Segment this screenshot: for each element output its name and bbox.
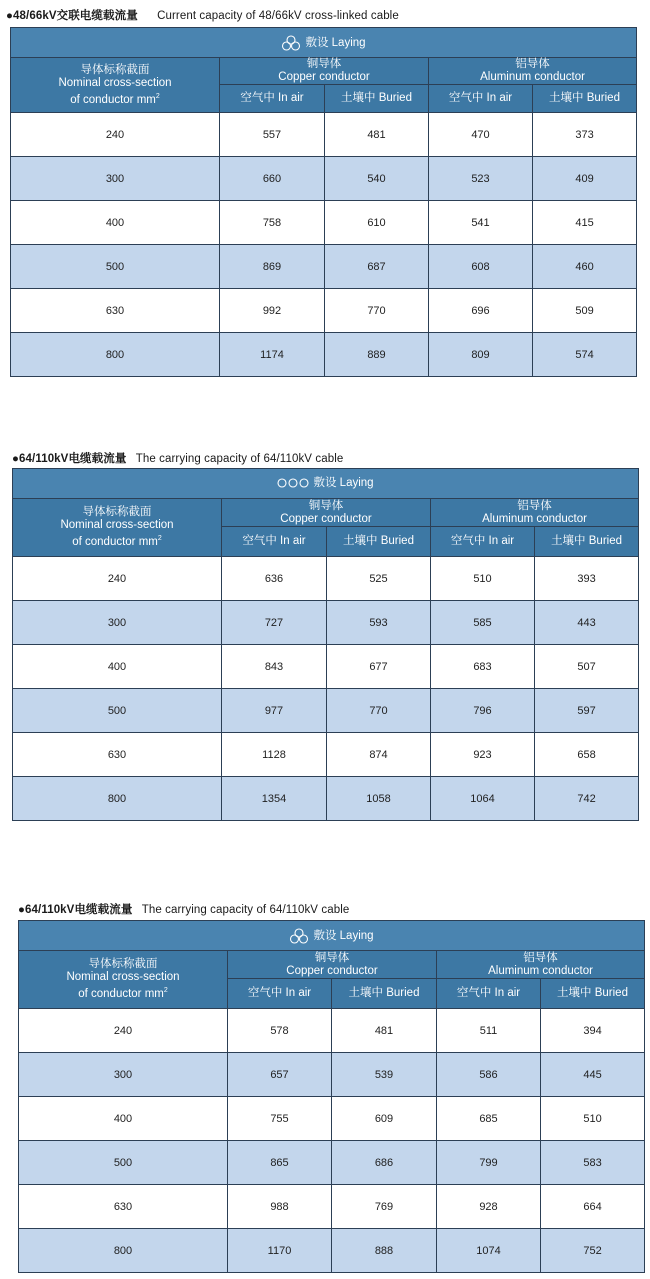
laying-label: 敷设 Laying [313, 477, 374, 490]
aluminum-buried-cell: 583 [541, 1141, 645, 1185]
table-row [19, 1097, 645, 1141]
cross-section-header-en2: of conductor $mm^2$ [78, 987, 168, 1000]
laying-label: 敷设 Laying [305, 36, 366, 49]
table-1-caption [6, 7, 399, 23]
copper-air-cell: 865 [228, 1141, 332, 1185]
aluminum-air-cell: 796 [431, 689, 535, 733]
flat-formation-icon [277, 477, 309, 489]
cross-section-header-en1: Nominal cross-section [58, 76, 172, 89]
table-row [11, 333, 637, 377]
copper-air-cell: 660 [220, 157, 325, 201]
copper-buried-cell: 686 [332, 1141, 437, 1185]
cross-section-header [11, 58, 220, 113]
copper-air-cell: 758 [220, 201, 325, 245]
aluminum-buried-cell: 394 [541, 1009, 645, 1053]
copper-buried-cell: 610 [325, 201, 429, 245]
aluminum-buried-cell: 597 [535, 689, 639, 733]
aluminum-air-cell: 608 [429, 245, 533, 289]
copper-air-cell: 992 [220, 289, 325, 333]
cross-section-cell: 240 [13, 557, 222, 601]
table-3-caption-en: The carrying capacity of 64/110kV cable [141, 904, 350, 916]
copper-air-cell: 1170 [228, 1229, 332, 1273]
cross-section-cell: 630 [11, 289, 220, 333]
cross-section-header-cn: 导体标称截面 [82, 506, 152, 519]
table-3 [18, 920, 645, 1273]
copper-header-cn: 铜导体 [306, 58, 342, 70]
cross-section-cell: 630 [13, 733, 222, 777]
copper-air-cell: 727 [222, 601, 327, 645]
table-row [13, 557, 639, 601]
aluminum-buried-cell: 658 [535, 733, 639, 777]
aluminum-header-cn: 铝导体 [517, 499, 552, 512]
copper-buried-cell: 609 [332, 1097, 437, 1141]
table-row [13, 777, 639, 821]
cross-section-cell: 240 [19, 1009, 228, 1053]
aluminum-header-en: Aluminum conductor [482, 512, 587, 525]
table-row [13, 689, 639, 733]
table-row [11, 245, 637, 289]
aluminum-buried-cell: 664 [541, 1185, 645, 1229]
copper-air-cell: 755 [228, 1097, 332, 1141]
aluminum-buried-cell: 742 [535, 777, 639, 821]
copper-air-cell: 578 [228, 1009, 332, 1053]
aluminum-air-cell: 523 [429, 157, 533, 201]
aluminum-air-cell: 541 [429, 201, 533, 245]
table-row [19, 1053, 645, 1097]
copper-air-cell: 988 [228, 1185, 332, 1229]
laying-header [11, 28, 637, 58]
copper-air-cell: 636 [222, 557, 327, 601]
laying-label: 敷设 Laying [313, 929, 374, 942]
copper-buried-cell: 687 [325, 245, 429, 289]
copper-air-cell: 869 [220, 245, 325, 289]
copper-air-cell: 1174 [220, 333, 325, 377]
aluminum-buried-cell: 409 [533, 157, 637, 201]
table-2-caption-cn: ●64/110kV电缆载流量 [12, 453, 127, 465]
copper-buried-cell: 1058 [327, 777, 431, 821]
aluminum-air-cell: 799 [437, 1141, 541, 1185]
cross-section-cell: 500 [19, 1141, 228, 1185]
copper-header-cn: 铜导体 [314, 951, 350, 964]
table-row [19, 1009, 645, 1053]
cross-section-cell: 630 [19, 1185, 228, 1229]
copper-header [228, 951, 437, 979]
cross-section-cell: 500 [11, 245, 220, 289]
copper-air-cell: 843 [222, 645, 327, 689]
table-row [19, 1185, 645, 1229]
cross-section-header-cn: 导体标称截面 [88, 958, 158, 971]
cross-section-cell: 300 [19, 1053, 228, 1097]
copper-header-cn: 铜导体 [308, 499, 344, 512]
table-row [13, 733, 639, 777]
cross-section-cell: 300 [11, 157, 220, 201]
aluminum-header-en: Aluminum conductor [488, 964, 593, 977]
aluminum-buried-header: 土壤中 Buried [541, 979, 645, 1009]
table-3-caption [18, 901, 349, 917]
table-row [11, 113, 637, 157]
table-row [19, 1141, 645, 1185]
aluminum-buried-cell: 445 [541, 1053, 645, 1097]
table-2-caption [12, 450, 343, 466]
table-row [11, 157, 637, 201]
table-3-caption-cn: ●64/110kV电缆载流量 [18, 904, 133, 916]
cross-section-header-en1: Nominal cross-section [66, 971, 180, 984]
table-row [11, 289, 637, 333]
aluminum-buried-cell: 509 [533, 289, 637, 333]
copper-buried-cell: 481 [332, 1009, 437, 1053]
cross-section-header-en2: of conductor $mm^2$ [72, 535, 162, 548]
table-row [13, 601, 639, 645]
copper-air-cell: 657 [228, 1053, 332, 1097]
table-1 [10, 27, 637, 377]
copper-buried-cell: 540 [325, 157, 429, 201]
aluminum-in-air-header: 空气中 In air [437, 979, 541, 1009]
aluminum-buried-cell: 443 [535, 601, 639, 645]
aluminum-buried-cell: 507 [535, 645, 639, 689]
aluminum-air-cell: 685 [437, 1097, 541, 1141]
table-row [13, 645, 639, 689]
copper-buried-cell: 539 [332, 1053, 437, 1097]
aluminum-header [431, 499, 639, 527]
copper-buried-cell: 677 [327, 645, 431, 689]
copper-air-cell: 1128 [222, 733, 327, 777]
aluminum-air-cell: 470 [429, 113, 533, 157]
copper-buried-cell: 770 [327, 689, 431, 733]
copper-in-air-header: 空气中 In air [222, 527, 327, 557]
cross-section-cell: 400 [11, 201, 220, 245]
copper-buried-cell: 481 [325, 113, 429, 157]
cross-section-cell: 800 [19, 1229, 228, 1273]
copper-header [220, 58, 429, 85]
cross-section-cell: 400 [19, 1097, 228, 1141]
aluminum-buried-header: 土壤中 Buried [535, 527, 639, 557]
copper-buried-header: 土壤中 Buried [325, 85, 429, 113]
copper-buried-cell: 888 [332, 1229, 437, 1273]
copper-header [222, 499, 431, 527]
aluminum-in-air-header: 空气中 In air [431, 527, 535, 557]
copper-buried-cell: 770 [325, 289, 429, 333]
aluminum-header-cn: 铝导体 [515, 58, 550, 70]
trefoil-icon [289, 928, 309, 944]
cross-section-header [13, 499, 222, 557]
aluminum-air-cell: 683 [431, 645, 535, 689]
table-2-caption-en: The carrying capacity of 64/110kV cable [135, 453, 344, 465]
aluminum-header [429, 58, 637, 85]
aluminum-air-cell: 1074 [437, 1229, 541, 1273]
copper-buried-cell: 889 [325, 333, 429, 377]
copper-buried-cell: 874 [327, 733, 431, 777]
copper-buried-cell: 769 [332, 1185, 437, 1229]
aluminum-air-cell: 510 [431, 557, 535, 601]
cross-section-cell: 800 [11, 333, 220, 377]
cross-section-cell: 300 [13, 601, 222, 645]
laying-header [13, 469, 639, 499]
cross-section-cell: 400 [13, 645, 222, 689]
aluminum-buried-cell: 373 [533, 113, 637, 157]
aluminum-air-cell: 586 [437, 1053, 541, 1097]
cross-section-header-en1: Nominal cross-section [60, 519, 174, 532]
copper-in-air-header: 空气中 In air [220, 85, 325, 113]
aluminum-header-cn: 铝导体 [523, 951, 558, 964]
copper-header-en: Copper conductor [286, 964, 378, 977]
table-1-caption-en: Current capacity of 48/66kV cross-linked cable [157, 10, 399, 22]
cross-section-header [19, 951, 228, 1009]
aluminum-header-en: Aluminum conductor [480, 71, 585, 83]
copper-buried-header: 土壤中 Buried [327, 527, 431, 557]
aluminum-buried-cell: 574 [533, 333, 637, 377]
cross-section-cell: 800 [13, 777, 222, 821]
copper-buried-header: 土壤中 Buried [332, 979, 437, 1009]
copper-buried-cell: 525 [327, 557, 431, 601]
cross-section-cell: 240 [11, 113, 220, 157]
aluminum-buried-cell: 393 [535, 557, 639, 601]
table-row [11, 201, 637, 245]
table-2 [12, 468, 639, 821]
aluminum-air-cell: 809 [429, 333, 533, 377]
copper-header-en: Copper conductor [280, 512, 372, 525]
copper-air-cell: 557 [220, 113, 325, 157]
aluminum-buried-cell: 752 [541, 1229, 645, 1273]
aluminum-air-cell: 696 [429, 289, 533, 333]
aluminum-air-cell: 511 [437, 1009, 541, 1053]
laying-header [19, 921, 645, 951]
aluminum-air-cell: 923 [431, 733, 535, 777]
aluminum-air-cell: 585 [431, 601, 535, 645]
aluminum-air-cell: 928 [437, 1185, 541, 1229]
aluminum-buried-cell: 510 [541, 1097, 645, 1141]
aluminum-buried-header: 土壤中 Buried [533, 85, 637, 113]
copper-in-air-header: 空气中 In air [228, 979, 332, 1009]
trefoil-icon [281, 35, 301, 51]
copper-air-cell: 977 [222, 689, 327, 733]
copper-buried-cell: 593 [327, 601, 431, 645]
aluminum-air-cell: 1064 [431, 777, 535, 821]
cross-section-header-en2: of conductor $mm^2$ [70, 92, 160, 106]
aluminum-header [437, 951, 645, 979]
table-row [19, 1229, 645, 1273]
copper-air-cell: 1354 [222, 777, 327, 821]
cross-section-cell: 500 [13, 689, 222, 733]
cross-section-header-cn: 导体标称截面 [80, 63, 150, 76]
aluminum-buried-cell: 460 [533, 245, 637, 289]
copper-header-en: Copper conductor [278, 71, 370, 83]
aluminum-in-air-header: 空气中 In air [429, 85, 533, 113]
table-1-caption-cn: ●48/66kV交联电缆载流量 [6, 10, 138, 22]
aluminum-buried-cell: 415 [533, 201, 637, 245]
